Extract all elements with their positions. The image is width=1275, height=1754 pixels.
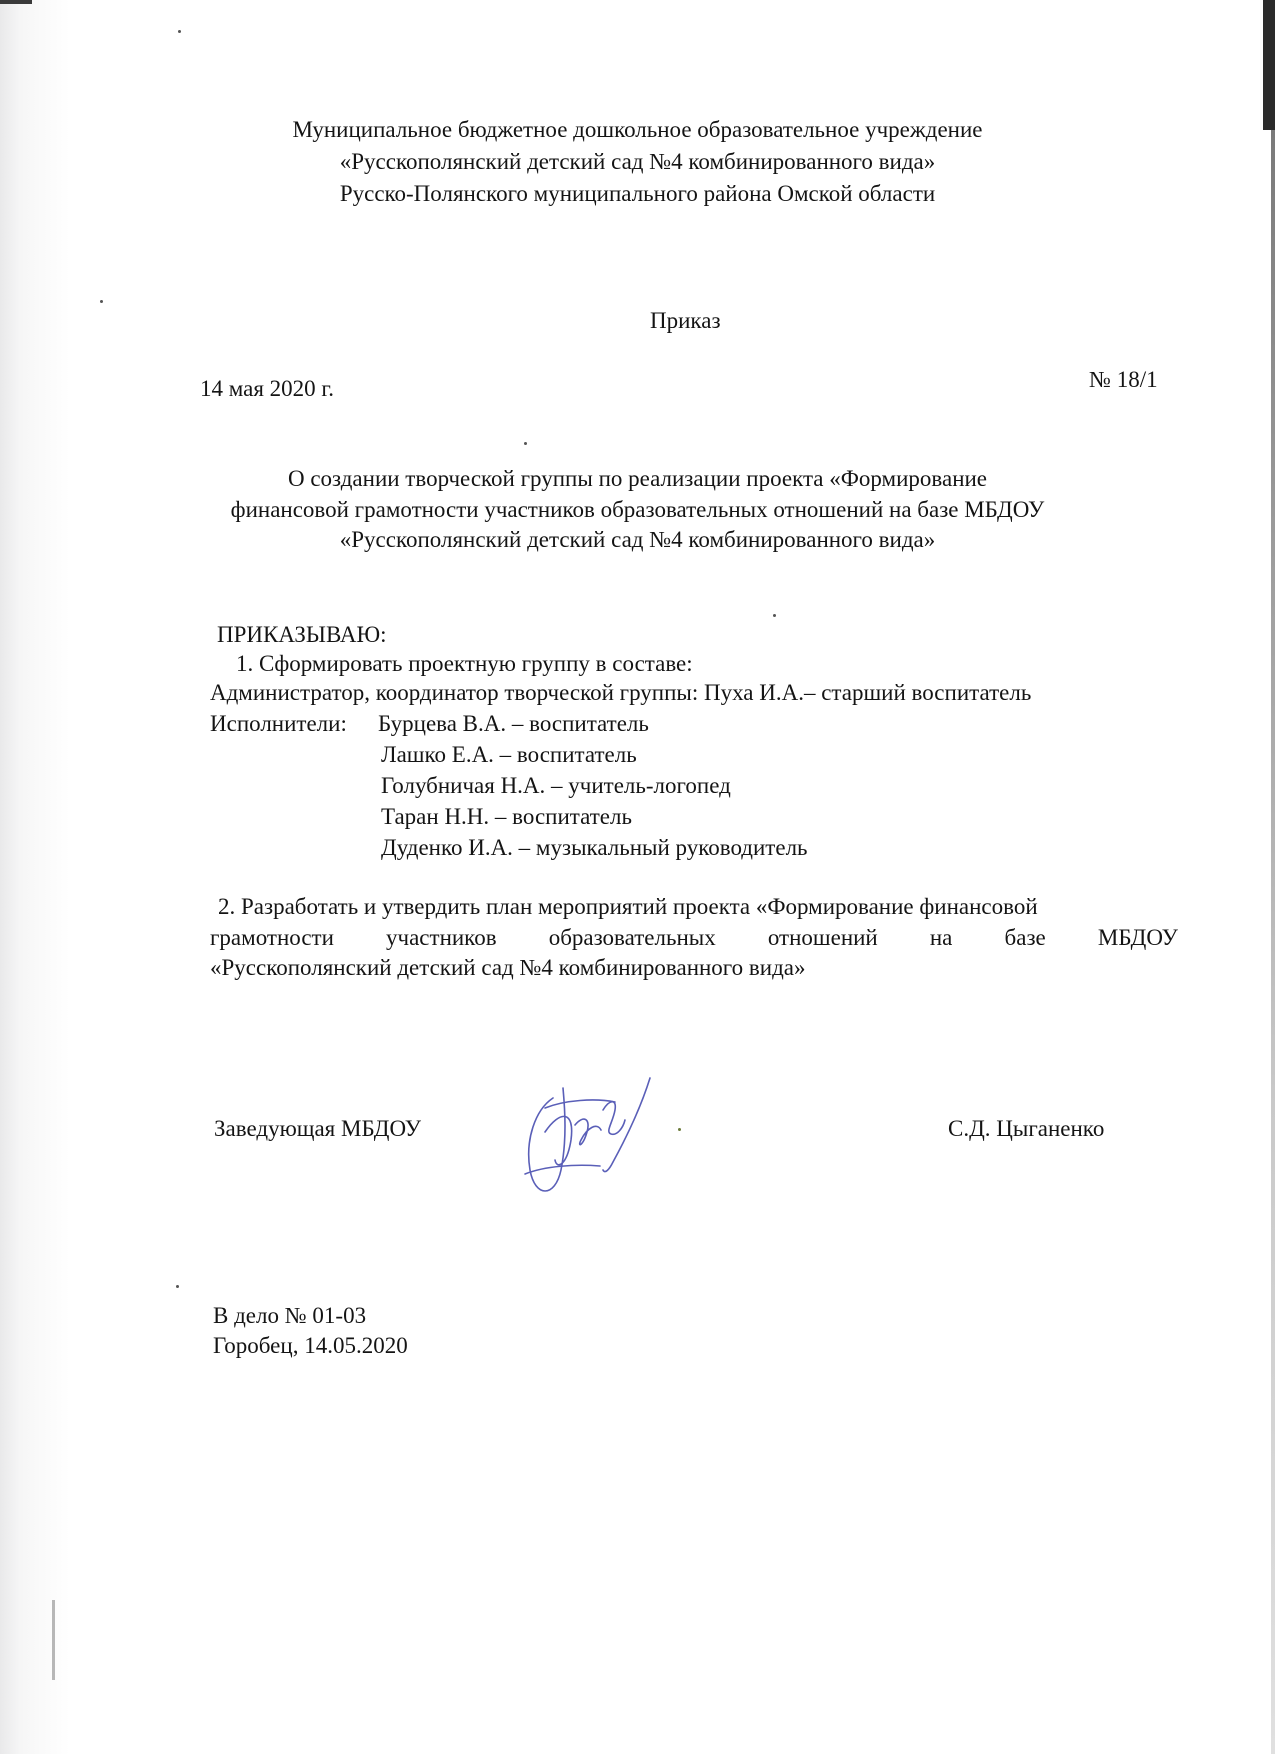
word: участников [386,925,497,950]
scan-speck [524,442,527,445]
scan-speck [100,300,103,303]
signatory-position: Заведующая МБДОУ [214,1116,422,1141]
executor-item: Голубничая Н.А. – учитель-логопед [381,773,731,798]
scan-top-mark [0,0,32,4]
org-name-line-1: Муниципальное бюджетное дошкольное образовательное учреждение [292,117,983,142]
word: МБДОУ [1097,925,1178,950]
scan-right-edge [1271,130,1275,1754]
org-name-line-2: «Русскополянский детский сад №4 комбинированного вида» [339,149,936,174]
item-2-line-2 [210,923,1178,953]
doc-number: № 18/1 [1089,367,1158,392]
scan-left-edge [0,0,70,1754]
executor-item: Таран Н.Н. – воспитатель [381,804,632,829]
order-word: ПРИКАЗЫВАЮ: [217,622,387,647]
item-1-title: 1. Сформировать проектную группу в составе: [236,651,693,676]
file-reference: В дело № 01-03 [213,1303,367,1328]
subject-line-2: финансовой грамотности участников образовательных отношений на базе МБДОУ [230,497,1045,522]
executors-label: Исполнители: [210,711,347,736]
item-1-admin: Администратор, координатор творческой группы: Пуха И.А.– старший воспитатель [210,680,1032,705]
scan-speck [178,30,181,33]
scan-right-edge-dark [1263,0,1275,130]
executor-note: Горобец, 14.05.2020 [213,1333,408,1358]
word: базе [1004,925,1046,950]
word: на [929,925,953,950]
org-name-line-3: Русско-Полянского муниципального района Омской области [339,181,936,206]
item-2-line-3: «Русскополянский детский сад №4 комбинированного вида» [210,955,806,980]
word: грамотности [210,925,334,950]
doc-date: 14 мая 2020 г. [200,376,335,401]
signatory-name: С.Д. Цыганенко [948,1116,1105,1141]
word: образовательных [548,925,716,950]
executor-item: Дуденко И.А. – музыкальный руководитель [381,835,808,860]
subject-line-1: О создании творческой группы по реализации проекта «Формирование [287,466,988,491]
scan-speck [176,1285,179,1288]
scan-speck [773,614,776,617]
scan-artifact-line [52,1600,55,1680]
subject-line-3: «Русскополянский детский сад №4 комбинированного вида» [339,527,936,552]
item-2-line-1: 2. Разработать и утвердить план мероприятий проекта «Формирование финансовой [218,894,1038,919]
handwritten-signature [505,1070,665,1210]
executor-item: Лашко Е.А. – воспитатель [381,742,637,767]
executor-item: Бурцева В.А. – воспитатель [378,711,649,736]
scan-speck [678,1128,681,1131]
doc-title: Приказ [650,308,721,333]
word: отношений [767,925,878,950]
